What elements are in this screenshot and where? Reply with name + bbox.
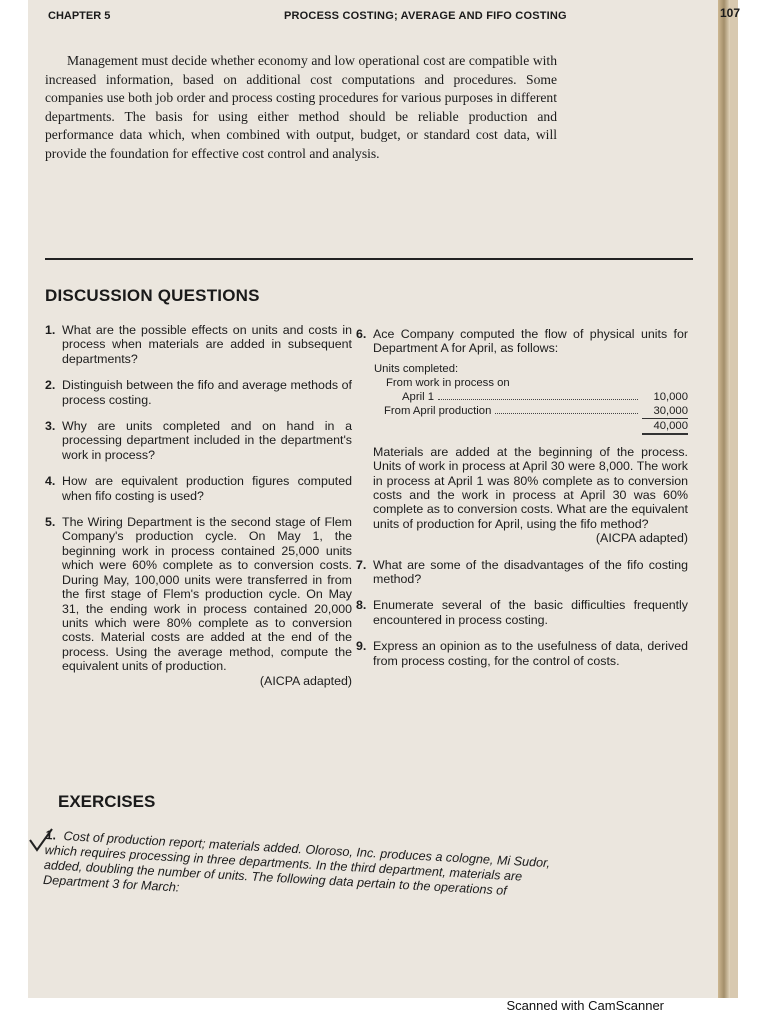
units-row-label: From work in process on xyxy=(386,376,510,389)
question-number: 1. xyxy=(45,323,56,337)
question-item xyxy=(45,378,352,407)
question-item xyxy=(356,639,688,668)
question-text: Ace Company computed the flow of physical units for Department A for April, as follows: xyxy=(373,327,688,356)
question-number: 7. xyxy=(356,557,367,572)
question-source: (AICPA adapted) xyxy=(259,673,352,688)
question-text: What are some of the disadvantages of the fifo costing method? xyxy=(373,557,688,587)
question-continuation xyxy=(356,445,688,546)
running-title: PROCESS COSTING; AVERAGE AND FIFO COSTING xyxy=(284,10,567,22)
question-item xyxy=(356,598,688,627)
units-row xyxy=(402,390,688,404)
leader-dots xyxy=(438,399,638,400)
chapter-label: CHAPTER 5 xyxy=(48,10,111,22)
units-table xyxy=(374,362,688,435)
question-item xyxy=(45,515,352,688)
section-divider xyxy=(45,258,693,260)
question-number: 2. xyxy=(45,378,56,393)
question-text: Distinguish between the fifo and average methods of process costing. xyxy=(62,378,352,407)
units-total: 40,000 xyxy=(642,419,688,435)
units-row-label: April 1 xyxy=(402,390,435,403)
question-number: 9. xyxy=(356,639,367,654)
units-total-row xyxy=(374,419,688,435)
units-value: 30,000 xyxy=(642,404,688,419)
question-number: 4. xyxy=(45,474,56,489)
discussion-title: DISCUSSION QUESTIONS xyxy=(45,286,260,305)
question-number: 6. xyxy=(356,327,367,341)
question-text: Materials are added at the beginning of the process. Units of work in process at April 30 were 8,000. The work in process at April 1 was 80% complete as to conversion costs and the work in process at April 30 was 60% complete as to conversion costs. What are the equivalent units of production for April, using the fifo method? xyxy=(373,444,688,531)
question-item xyxy=(356,558,688,587)
scan-footer xyxy=(0,998,768,1024)
question-text: How are equivalent production figures computed when fifo costing is used? xyxy=(62,474,352,503)
question-item xyxy=(356,327,688,356)
question-number: 8. xyxy=(356,598,367,613)
leader-dots xyxy=(495,413,638,414)
units-heading: Units completed: xyxy=(374,362,459,375)
page-header xyxy=(48,6,746,26)
page-number: 107 xyxy=(719,6,740,20)
question-number: 3. xyxy=(45,419,56,434)
question-item xyxy=(45,419,352,462)
question-item xyxy=(45,323,352,366)
question-source: (AICPA adapted) xyxy=(595,531,688,546)
exercise-text: Cost of production report; materials added. Oloroso, Inc. produces a cologne, Mi Sudor, which requires processing in three departments. In the third department, materials are added, doubling the number of units. The following data pertain to the operations of Department 3 for March: xyxy=(42,829,551,898)
questions-right-column xyxy=(356,327,688,680)
questions-left-column xyxy=(45,323,352,700)
question-item xyxy=(45,474,352,503)
scanner-watermark: Scanned with CamScanner xyxy=(506,998,664,1013)
question-text: What are the possible effects on units and costs in process when materials are added in subsequent departments? xyxy=(62,323,352,366)
units-row xyxy=(384,404,688,419)
units-row-label: From April production xyxy=(384,404,492,417)
exercises-title: EXERCISES xyxy=(58,792,156,811)
question-text: Enumerate several of the basic difficulties frequently encountered in process costing. xyxy=(373,598,688,627)
question-number: 5. xyxy=(45,515,56,530)
question-text: The Wiring Department is the second stage of Flem Company's production cycle. On May 1, the beginning work in process contained 25,000 units which were 60% complete as to conversion costs. During May, 100,000 units were transferred in from the first stage of Flem's production cycle. On May 31, the ending work in process contained 20,000 units which were 80% complete as to conversion costs. Material costs are added at the end of the process. Using the average method, compute the equivalent units of production. xyxy=(62,515,352,674)
exercise-number: 1. xyxy=(45,828,57,843)
question-text: Express an opinion as to the usefulness of data, derived from process costing, for the control of costs. xyxy=(373,639,688,668)
page-edge xyxy=(718,0,730,1000)
intro-paragraph: Management must decide whether economy and low operational cost are compatible with increased information, based on additional cost computations and procedures. Some companies use both job order and process costing procedures for various purposes in different departments. The basis for using either method should be reliable production and performance data which, when combined with output, budget, or standard cost data, will provide the foundation for effective cost control and analysis. xyxy=(45,53,557,161)
question-text: Why are units completed and on hand in a processing department included in the department's work in process? xyxy=(62,419,352,462)
units-value: 10,000 xyxy=(653,390,688,403)
